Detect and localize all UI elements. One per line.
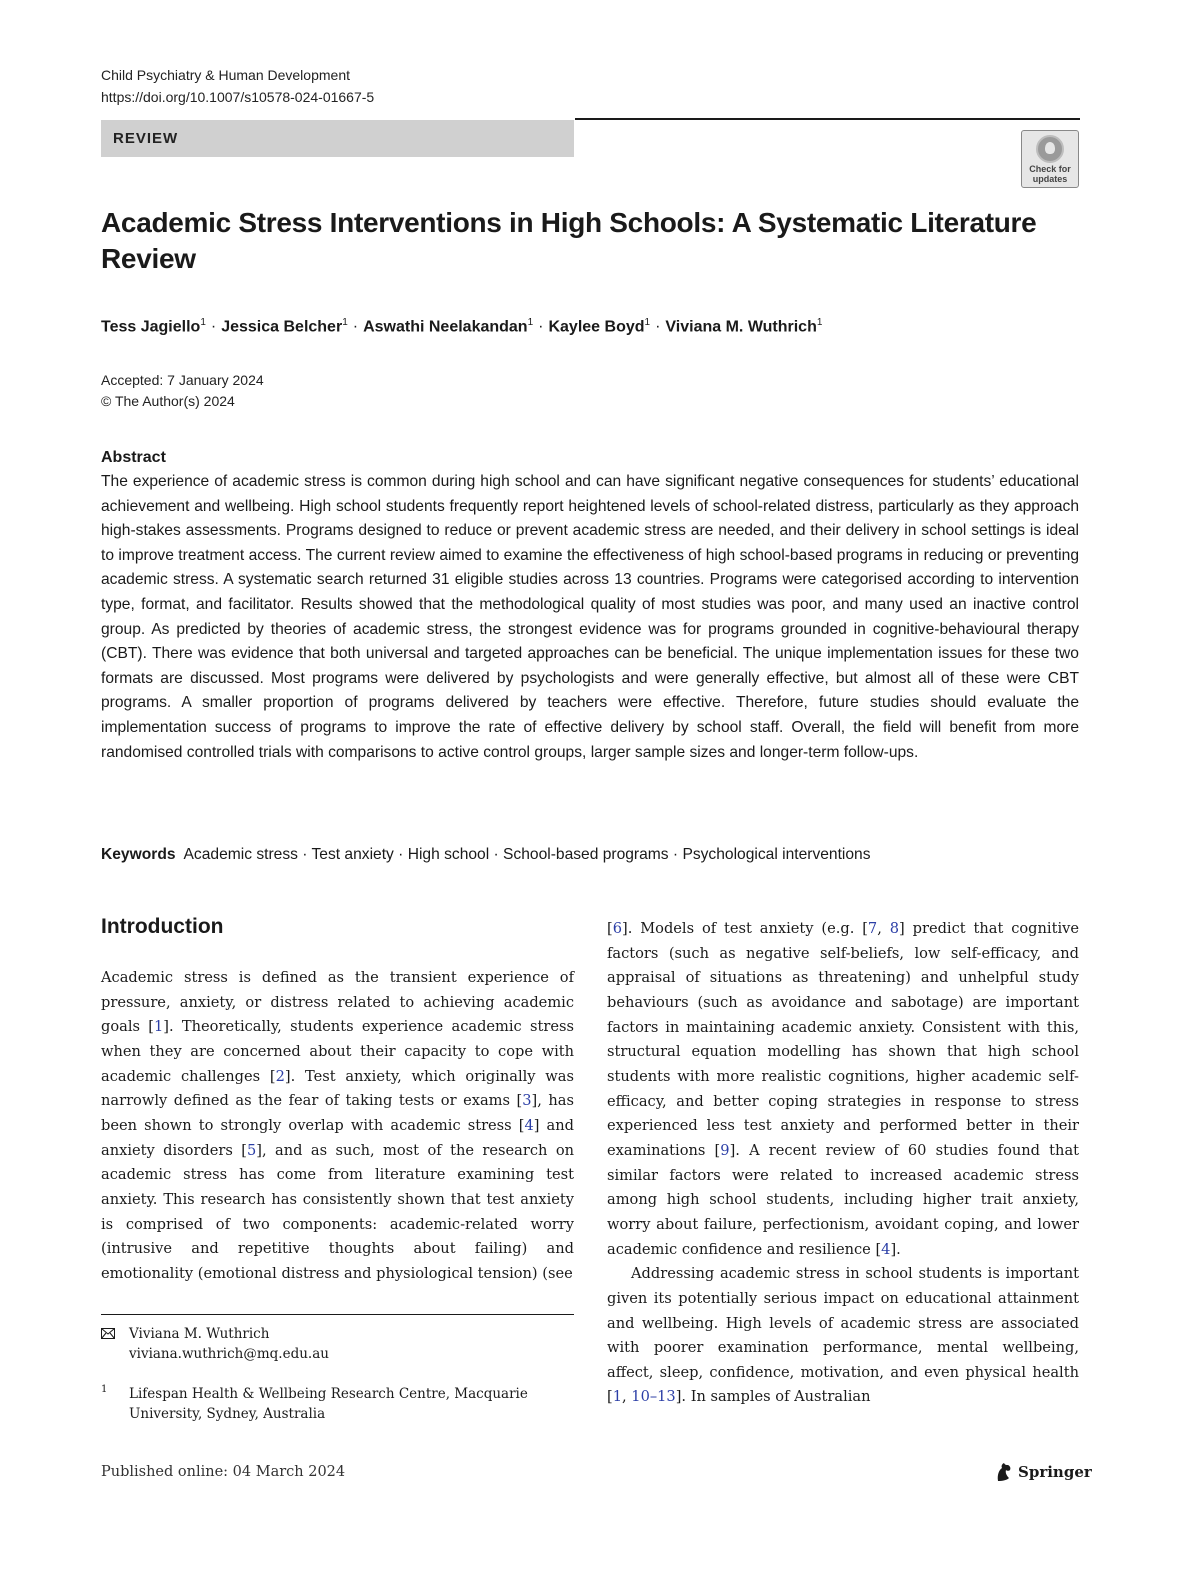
author-affiliation-marker: 1	[200, 317, 206, 328]
author-list	[101, 312, 822, 338]
author-separator: ·	[210, 318, 217, 336]
introduction-heading: Introduction	[101, 915, 224, 938]
author-name[interactable]: Jessica Belcher	[221, 318, 343, 336]
doi-link[interactable]: https://doi.org/10.1007/s10578-024-01667-5	[101, 89, 375, 105]
citation-link[interactable]: 10–13	[631, 1388, 676, 1406]
left-column-text	[101, 966, 574, 1287]
affiliation-text: Lifespan Health & Wellbeing Research Centre, Macquarie University, Sydney, Australia	[129, 1386, 528, 1422]
author-name[interactable]: Aswathi Neelakandan	[363, 318, 528, 336]
journal-header	[101, 64, 374, 108]
keywords	[101, 843, 871, 867]
header-rule	[575, 118, 1080, 120]
article-type-label: REVIEW	[101, 120, 574, 157]
citation-link[interactable]: 6	[612, 920, 622, 937]
journal-name: Child Psychiatry & Human Development	[101, 67, 350, 83]
intro-paragraph-1: Academic stress is defined as the transient experience of pressure, anxiety, or distress related to achieving academic goals [1]. Theoretically, students experience academic stress when they are concerned about their capacity to cope with academic challenges [2]. Test anxiety, which originally was narrowly defined as the fear of taking tests or exams [3], has been shown to strongly overlap with academic stress [4] and anxiety disorders [5], and as such, most of the research on academic stress has come from literature examining test anxiety. This research has consistently shown that test anxiety is comprised of two components: academic-related worry (intrusive and repetitive thoughts about failing) and emotionality (emotional distress and physiological tension) (see	[101, 969, 574, 1282]
author-affiliation-marker: 1	[816, 317, 823, 328]
citation-link[interactable]: 7	[867, 920, 878, 937]
affiliation-number: 1	[101, 1384, 108, 1395]
crossmark-icon	[1036, 135, 1064, 163]
copyright-line: © The Author(s) 2024	[101, 393, 235, 409]
author-affiliation-marker: 1	[644, 317, 651, 328]
article-title: Academic Stress Interventions in High Schools: A Systematic Literature Review	[101, 207, 1037, 274]
keywords-list: Academic stress · Test anxiety · High school · School-based programs · Psychological interventions	[183, 846, 871, 863]
author-affiliation-marker: 1	[527, 317, 534, 328]
author-separator: ·	[538, 318, 544, 336]
crossmark-line2: updates	[1032, 174, 1068, 184]
article-dates	[101, 370, 264, 412]
citation-link[interactable]: 9	[720, 1141, 730, 1159]
author-name[interactable]: Tess Jagiello	[101, 318, 201, 336]
citation-link[interactable]: 5	[247, 1141, 257, 1159]
author-name[interactable]: Viviana M. Wuthrich	[665, 318, 817, 336]
abstract-text: The experience of academic stress is common during high school and can have significant negative consequences for students’ educational achievement and wellbeing. High school students frequently report heightened levels of school-related distress, particularly as they approach high-stakes assessments. Programs designed to reduce or prevent academic stress are needed, and their delivery in school settings is ideal to improve treatment access. The current review aimed to examine the effectiveness of high school-based programs in reducing or preventing academic stress. A systematic search returned 31 eligible studies across 13 countries. Programs were categorised according to intervention type, format, and facilitator. Results showed that the methodological quality of most studies was poor, and many used an inactive control group. As predicted by theories of academic stress, the strongest evidence was for programs grounded in cognitive-behavioural therapy (CBT). There was evidence that both universal and targeted approaches can be beneficial. The unique implementation issues for these two formats are discussed. Most programs were delivered by psychologists and were generally effective, but almost all of these were CBT programs. A smaller proportion of programs delivered by teachers were effective. Therefore, future studies should evaluate the implementation success of programs to improve the rate of effective delivery by school staff. Overall, the field will benefit from more randomised controlled trials with comparisons to active control groups, larger sample sizes and longer-term follow-ups.	[101, 473, 1079, 761]
author-separator: ·	[352, 318, 359, 336]
crossmark-line1: Check for	[1029, 164, 1071, 174]
author-separator: ·	[655, 318, 661, 336]
intro-paragraph-1-continued: [6]. Models of test anxiety (e.g. [7, 8] predict that cognitive factors (such as negative self-beliefs, low self-efficacy, and appraisal of situations as threatening) and unhelpful study behaviours (such as avoidance and sabotage) are important factors in maintaining academic anxiety. Consistent with this, structural equation modelling has shown that high school students with more realistic cognitions, higher academic self-efficacy, and better coping strategies in response to stress experienced less test anxiety and performed better in their examinations [9]. A recent review of 60 studies found that similar factors were related to increased academic stress among high school students, including higher trait anxiety, worry about failure, perfectionism, avoidant coping, and lower academic confidence and resilience [4].	[607, 920, 1080, 1258]
corresponding-author-name: Viviana M. Wuthrich	[129, 1326, 270, 1342]
citation-link[interactable]: 4	[881, 1240, 891, 1258]
publisher-name: Springer	[1018, 1463, 1092, 1481]
author-affiliation-marker: 1	[342, 317, 348, 328]
footnote-divider	[101, 1314, 574, 1315]
published-online-date: Published online: 04 March 2024	[101, 1464, 346, 1480]
publisher-logo	[994, 1459, 1092, 1485]
accepted-date: Accepted: 7 January 2024	[101, 372, 264, 388]
keywords-label: Keywords	[101, 846, 176, 863]
corresponding-author-email[interactable]: viviana.wuthrich@mq.edu.au	[129, 1346, 329, 1362]
intro-paragraph-2: Addressing academic stress in school students is important given its potentially serious impact on educational attainment and wellbeing. High levels of academic stress are associated with poorer examination performance, mental wellbeing, affect, sleep, confidence, motivation, and even physical health [1, 10–13]. In samples of Australian	[607, 1265, 1079, 1406]
citation-link[interactable]: 1	[153, 1018, 164, 1036]
right-column-text	[607, 917, 1079, 1410]
citation-link[interactable]: 2	[275, 1067, 285, 1085]
citation-link[interactable]: 4	[524, 1116, 534, 1134]
citation-link[interactable]: 3	[522, 1092, 532, 1110]
author-name[interactable]: Kaylee Boyd	[548, 318, 645, 336]
citation-link[interactable]: 1	[612, 1388, 622, 1406]
abstract-heading: Abstract	[101, 449, 166, 466]
citation-link[interactable]: 8	[889, 920, 900, 937]
envelope-icon	[101, 1328, 115, 1339]
check-for-updates-badge[interactable]	[1021, 130, 1079, 188]
springer-horse-icon	[994, 1461, 1014, 1483]
